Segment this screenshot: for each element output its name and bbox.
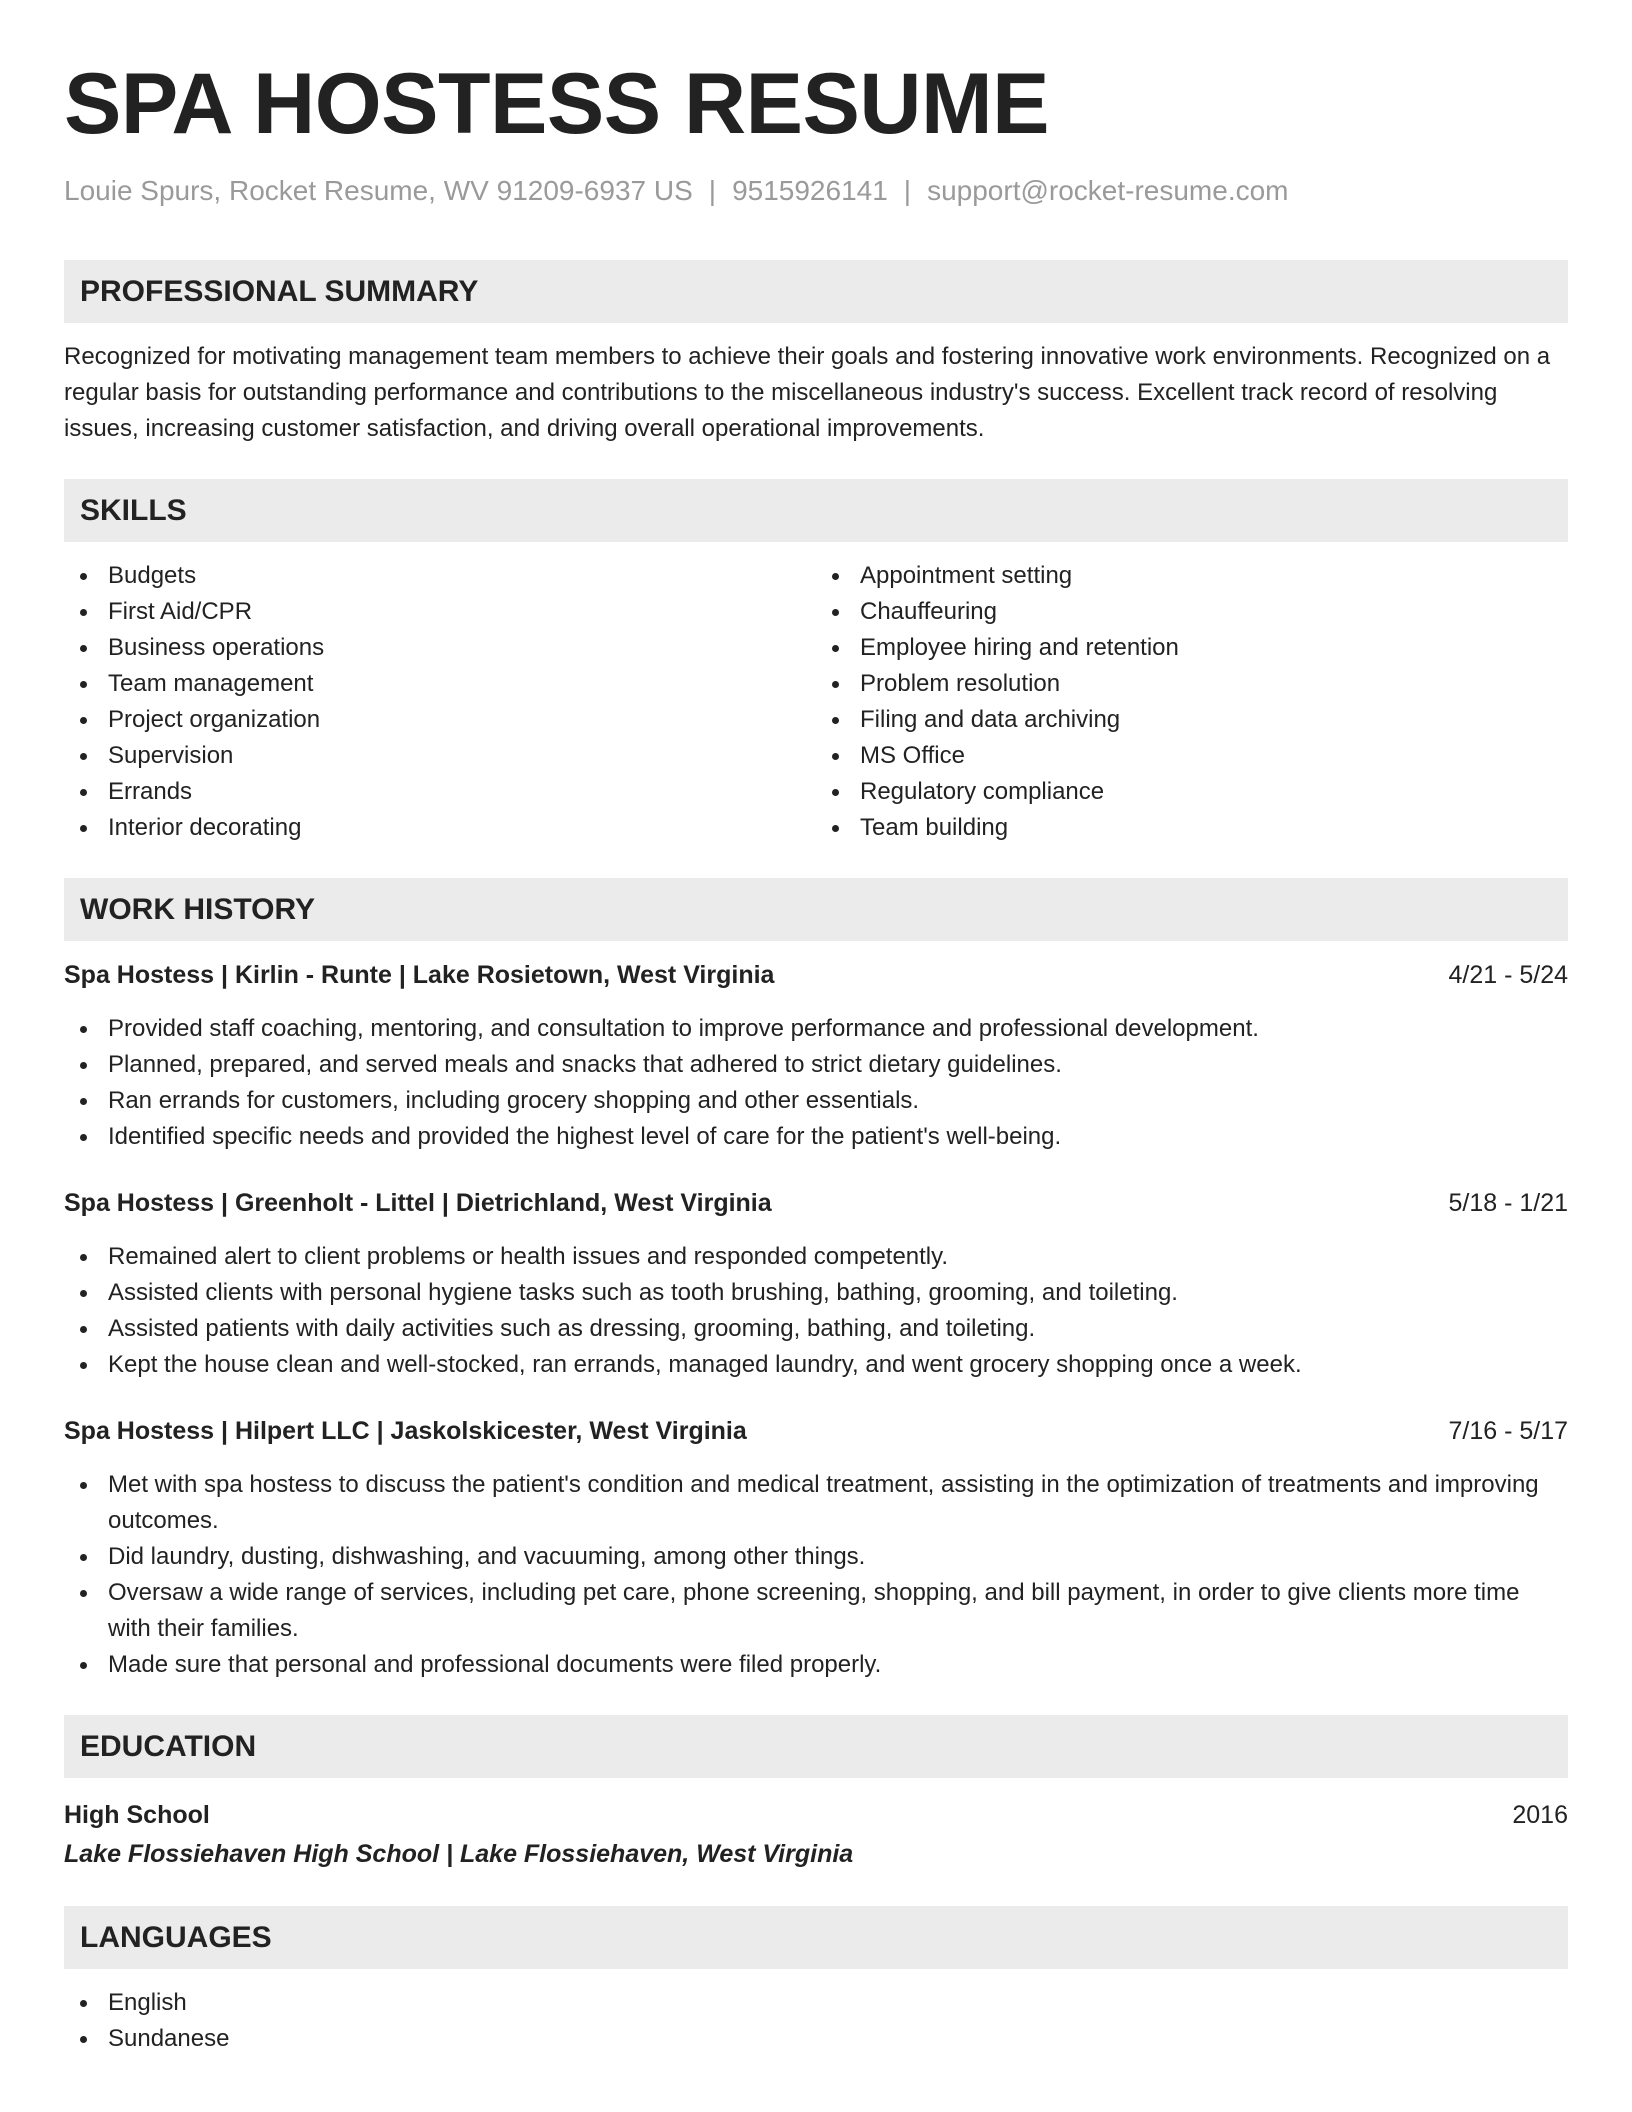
education-degree: High School: [64, 1801, 210, 1829]
skill-item: Regulatory compliance: [816, 774, 1568, 810]
skills-column-right: [816, 558, 1568, 846]
job-bullet: Provided staff coaching, mentoring, and consultation to improve performance and professional development.: [64, 1011, 1568, 1047]
skill-item: Team building: [816, 810, 1568, 846]
job-header: [64, 1413, 1568, 1449]
skill-item: Filing and data archiving: [816, 702, 1568, 738]
job-bullet: Kept the house clean and well-stocked, ran errands, managed laundry, and went grocery shopping once a week.: [64, 1347, 1568, 1383]
language-bullets: [64, 1985, 1568, 2057]
job-bullet: Assisted clients with personal hygiene tasks such as tooth brushing, bathing, grooming, and toileting.: [64, 1275, 1568, 1311]
job-bullet: Identified specific needs and provided the highest level of care for the patient's well-being.: [64, 1119, 1568, 1155]
skill-item: Project organization: [64, 702, 816, 738]
job-bullets: [64, 1239, 1568, 1383]
skill-item: Chauffeuring: [816, 594, 1568, 630]
language-item: Sundanese: [64, 2021, 1568, 2057]
work-history-section-header: WORK HISTORY: [64, 878, 1568, 941]
skill-item: Problem resolution: [816, 666, 1568, 702]
skill-item: Business operations: [64, 630, 816, 666]
resume-title: SPA HOSTESS RESUME: [64, 56, 1049, 152]
summary-section-header: PROFESSIONAL SUMMARY: [64, 260, 1568, 323]
skill-item: First Aid/CPR: [64, 594, 816, 630]
language-item: English: [64, 1985, 1568, 2021]
job-bullet: Ran errands for customers, including grocery shopping and other essentials.: [64, 1083, 1568, 1119]
contact-line: [64, 174, 1568, 208]
contact-separator: |: [903, 175, 912, 206]
education-entry: [64, 1796, 1568, 1874]
education-section-header: EDUCATION: [64, 1715, 1568, 1778]
skill-item: Appointment setting: [816, 558, 1568, 594]
contact-separator: |: [708, 175, 717, 206]
job-title: Spa Hostess | Greenholt - Littel | Dietrichland, West Virginia: [64, 1189, 772, 1217]
job-dates: 4/21 - 5/24: [1448, 961, 1568, 989]
job-dates: 7/16 - 5/17: [1448, 1417, 1568, 1445]
skills-section-header: SKILLS: [64, 479, 1568, 542]
contact-email: support@rocket-resume.com: [927, 175, 1289, 206]
skill-item: Budgets: [64, 558, 816, 594]
skill-item: MS Office: [816, 738, 1568, 774]
skill-item: Interior decorating: [64, 810, 816, 846]
job-bullet: Assisted patients with daily activities such as dressing, grooming, bathing, and toileting.: [64, 1311, 1568, 1347]
job-bullet: Oversaw a wide range of services, including pet care, phone screening, shopping, and bill payment, in order to give clients more time with their families.: [64, 1575, 1568, 1647]
job-dates: 5/18 - 1/21: [1448, 1189, 1568, 1217]
job-header: [64, 957, 1568, 993]
education-school: Lake Flossiehaven High School | Lake Flossiehaven, West Virginia: [64, 1840, 854, 1868]
contact-phone: 9515926141: [732, 175, 888, 206]
summary-text: Recognized for motivating management team members to achieve their goals and fostering innovative work environments. Recognized on a regular basis for outstanding performance and contributions to the miscellaneous industry's success. Excellent track record of resolving issues, increasing customer satisfaction, and driving overall operational improvements.: [64, 343, 1551, 442]
job-title: Spa Hostess | Kirlin - Runte | Lake Rosietown, West Virginia: [64, 961, 775, 989]
contact-address: Louie Spurs, Rocket Resume, WV 91209-6937 US: [64, 175, 693, 206]
skills-list: [64, 558, 1568, 846]
languages-list: [64, 1985, 1568, 2057]
job-header: [64, 1185, 1568, 1221]
education-header: [64, 1796, 1568, 1834]
job-bullet: Did laundry, dusting, dishwashing, and vacuuming, among other things.: [64, 1539, 1568, 1575]
skill-item: Employee hiring and retention: [816, 630, 1568, 666]
job-bullet: Met with spa hostess to discuss the patient's condition and medical treatment, assisting in the optimization of treatments and improving outcomes.: [64, 1467, 1568, 1539]
skill-item: Supervision: [64, 738, 816, 774]
job-bullet: Planned, prepared, and served meals and snacks that adhered to strict dietary guidelines.: [64, 1047, 1568, 1083]
job-bullets: [64, 1467, 1568, 1683]
job-title: Spa Hostess | Hilpert LLC | Jaskolskicester, West Virginia: [64, 1417, 747, 1445]
job-entry: [64, 957, 1568, 1155]
job-entry: [64, 1185, 1568, 1383]
skills-column-left: [64, 558, 816, 846]
job-bullet: Made sure that personal and professional documents were filed properly.: [64, 1647, 1568, 1683]
languages-section-header: LANGUAGES: [64, 1906, 1568, 1969]
job-bullets: [64, 1011, 1568, 1155]
job-bullet: Remained alert to client problems or health issues and responded competently.: [64, 1239, 1568, 1275]
education-year: 2016: [1512, 1801, 1568, 1829]
skill-item: Errands: [64, 774, 816, 810]
job-entry: [64, 1413, 1568, 1683]
skill-item: Team management: [64, 666, 816, 702]
